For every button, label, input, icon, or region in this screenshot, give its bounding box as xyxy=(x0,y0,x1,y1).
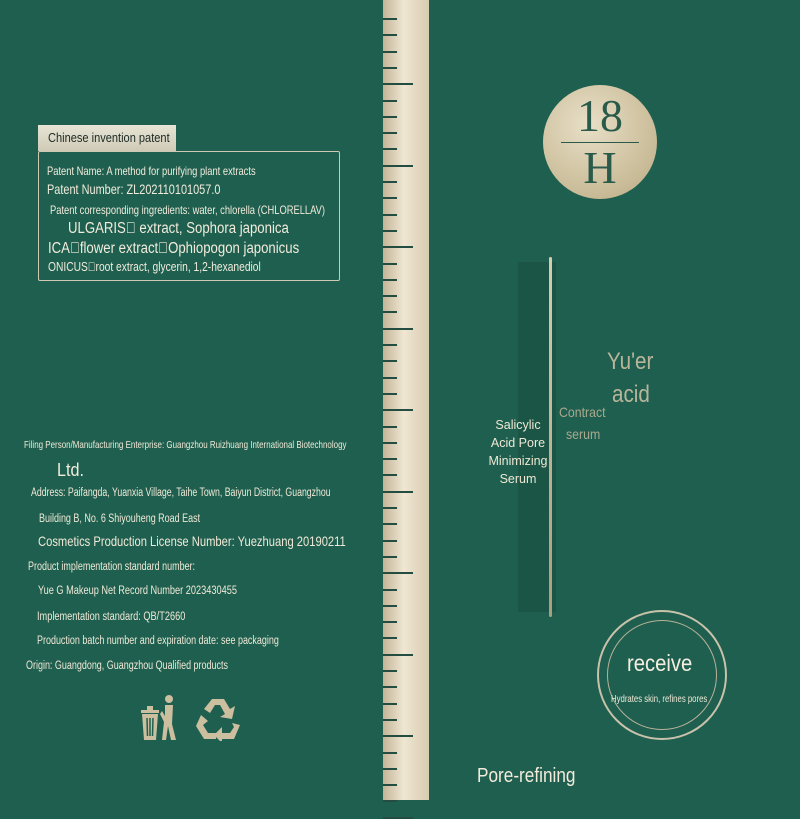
ruler-tick xyxy=(383,148,397,150)
ruler-tick xyxy=(383,458,397,460)
origin-row xyxy=(26,656,285,674)
record-row xyxy=(38,581,287,599)
ruler-tick xyxy=(383,165,413,167)
ruler-tick xyxy=(383,572,413,574)
ruler-tick xyxy=(383,670,397,672)
ruler-tick xyxy=(383,637,397,639)
address-2: Building B, No. 6 Shiyouheng Road East xyxy=(39,513,201,525)
ruler-tick xyxy=(383,474,397,476)
ruler-tick xyxy=(383,784,397,786)
trash-person-icon xyxy=(138,694,178,742)
record-text: Yue G Makeup Net Record Number 2023430455 xyxy=(38,585,237,597)
patent-ingredients-3: ICA flower extract Ophiopogon japonicus xyxy=(48,240,300,257)
badge-bottom: H xyxy=(583,142,617,193)
patent-ingredients-1: Patent corresponding ingredients: water, chlorella (CHLORELLAV) xyxy=(50,203,326,217)
batch-text: Production batch number and expiration date: see packaging xyxy=(37,635,279,647)
ruler-tick xyxy=(383,817,413,819)
ruler-tick xyxy=(383,393,397,395)
patent-ingredients-2: ULGARIS  extract, Sophora japonica xyxy=(68,220,289,237)
ruler xyxy=(383,0,429,800)
patent-number-row xyxy=(47,181,269,199)
origin-text: Origin: Guangdong, Guangzhou Qualified products xyxy=(26,660,228,672)
badge-18h xyxy=(543,85,657,199)
address-1: Address: Paifangda, Yuanxia Village, Taihe Town, Baiyun District, Guangzhou xyxy=(31,487,331,499)
filing-row xyxy=(24,435,448,453)
patent-ingredients-row-1 xyxy=(50,201,403,219)
ruler-tick xyxy=(383,116,397,118)
patent-number: Patent Number: ZL202110101057.0 xyxy=(47,181,221,197)
footer-title: Pore-refining xyxy=(477,765,576,787)
ruler-tick xyxy=(383,344,397,346)
ruler-tick xyxy=(383,230,397,232)
batch-row xyxy=(37,631,347,649)
subtitle-2: serum xyxy=(566,426,601,442)
stamp-main-row xyxy=(627,650,701,677)
side-label-1: Salicylic xyxy=(495,418,541,432)
patent-name: Patent Name: A method for purifying plant extracts xyxy=(47,164,256,178)
brand-name-1 xyxy=(607,348,661,376)
ruler-tick xyxy=(383,735,413,737)
ruler-tick xyxy=(383,181,397,183)
ruler-tick xyxy=(383,67,397,69)
ruler-tick xyxy=(383,132,397,134)
patent-ingredients-row-2 xyxy=(68,220,328,238)
license-row xyxy=(38,533,423,551)
address-row-2 xyxy=(39,509,246,527)
ruler-tick xyxy=(383,100,397,102)
side-label-4: Serum xyxy=(499,472,537,486)
ruler-tick xyxy=(383,360,397,362)
stamp-caption-row xyxy=(611,689,741,707)
ltd-text: Ltd. xyxy=(57,460,85,480)
brand-line-1: Yu'er xyxy=(607,348,654,375)
patent-tab-label: Chinese invention patent xyxy=(48,130,170,145)
implementation-text: Implementation standard: QB/T2660 xyxy=(37,611,186,623)
ruler-tick xyxy=(383,719,397,721)
filing-text: Filing Person/Manufacturing Enterprise: Guangzhou Ruizhuang International Biotechnology xyxy=(24,439,347,451)
ruler-tick xyxy=(383,83,413,85)
side-label-3: Minimizing xyxy=(488,454,548,468)
ruler-tick xyxy=(383,523,397,525)
ruler-tick xyxy=(383,768,397,770)
stamp-seal xyxy=(597,610,727,740)
standard-label: Product implementation standard number: xyxy=(28,561,196,573)
patent-ingredients-row-4 xyxy=(48,258,308,276)
ruler-tick xyxy=(383,800,397,802)
ruler-tick xyxy=(383,426,397,428)
ruler-tick xyxy=(383,263,397,265)
ruler-tick xyxy=(383,589,397,591)
ruler-tick xyxy=(383,279,397,281)
recycle-icon xyxy=(194,695,242,741)
ruler-tick xyxy=(383,654,413,656)
footer-title-row xyxy=(477,765,592,788)
subtitle-1: Contract xyxy=(559,404,606,420)
ruler-tick xyxy=(383,621,397,623)
patent-ingredients-4: ONICUS root extract, glycerin, 1,2-hexanediol xyxy=(48,260,261,274)
ruler-tick xyxy=(383,328,413,330)
brand-line-2: acid xyxy=(612,381,650,408)
address-row-1 xyxy=(31,483,425,501)
badge-top: 18 xyxy=(577,90,623,141)
stamp-caption: Hydrates skin, refines pores xyxy=(611,693,708,705)
ruler-tick xyxy=(383,752,397,754)
patent-name-row xyxy=(47,162,314,180)
ruler-tick xyxy=(383,246,413,248)
ruler-tick xyxy=(383,556,397,558)
subtitle-1-row xyxy=(559,404,612,422)
patent-ingredients-row-3 xyxy=(48,240,344,258)
ruler-tick xyxy=(383,51,397,53)
brand-name-2 xyxy=(612,381,656,409)
ruler-tick xyxy=(383,605,397,607)
ruler-tick xyxy=(383,214,397,216)
ruler-tick xyxy=(383,686,397,688)
ruler-tick xyxy=(383,703,397,705)
license-text: Cosmetics Production License Number: Yuezhuang 20190211 xyxy=(38,533,346,549)
patent-tab xyxy=(38,125,176,151)
implementation-row xyxy=(37,607,222,625)
subtitle-2-row xyxy=(566,426,605,444)
ltd-row xyxy=(57,460,87,481)
ruler-tick xyxy=(383,18,397,20)
ruler-tick xyxy=(383,197,397,199)
side-label-2: Acid Pore xyxy=(490,436,546,450)
ruler-tick xyxy=(383,34,397,36)
ruler-tick xyxy=(383,377,397,379)
bottle-edge xyxy=(549,257,552,617)
ruler-tick xyxy=(383,409,413,411)
ruler-tick xyxy=(383,295,397,297)
ruler-tick xyxy=(383,311,397,313)
standard-label-row xyxy=(28,557,242,575)
side-label xyxy=(488,416,548,488)
stamp-main: receive xyxy=(627,650,693,676)
ruler-tick xyxy=(383,507,397,509)
